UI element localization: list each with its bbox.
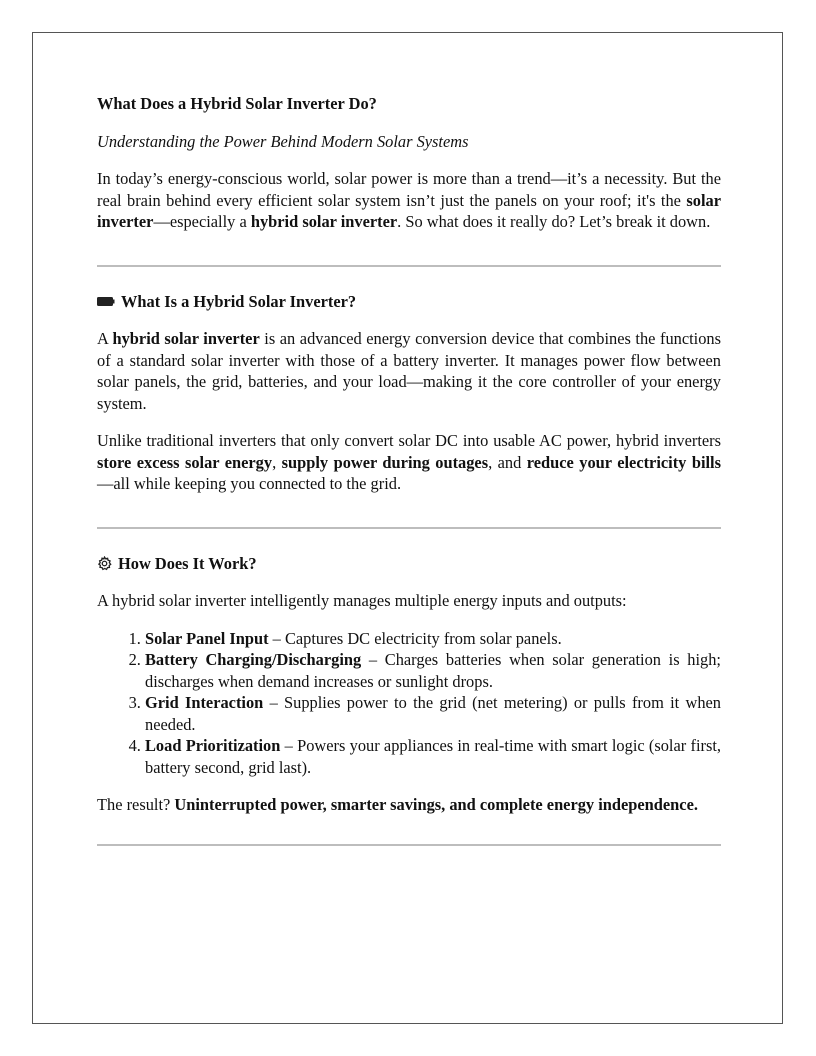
s1p2-text-2: ,: [272, 452, 282, 472]
battery-icon: [97, 297, 115, 306]
section1-heading: [97, 291, 721, 313]
intro-bold-2: hybrid solar inverter: [250, 212, 398, 231]
intro-text-3: . So what does it really do? Let’s break it down.: [397, 212, 711, 231]
section-divider-3: [97, 844, 721, 846]
s1p1-bold-1: hybrid solar inverter: [112, 329, 260, 348]
section2-intro: A hybrid solar inverter intelligently manages multiple energy inputs and outputs:: [97, 591, 627, 610]
section2-heading-text: How Does It Work?: [118, 553, 257, 573]
list-item-text: – Powers your appliances in real-time with smart logic (solar first, battery second, grid last).: [145, 736, 721, 777]
s1p2-text-1: Unlike traditional inverters that only convert solar DC into usable AC power, hybrid inverters: [97, 431, 721, 450]
document-content: [97, 93, 721, 870]
document-page: [32, 32, 783, 1024]
list-item: [145, 649, 721, 692]
s1p1-text-2: is an advanced energy conversion device that combines the functions of a standard solar inverter with those of a battery inverter. It manages power flow between solar panels, the grid, batteries, and your load—making it the core controller of your energy system.: [97, 329, 721, 413]
list-item: [145, 692, 721, 735]
list-item: [145, 735, 721, 778]
list-item-bold: Solar Panel Input: [145, 628, 269, 648]
section1-paragraph-2: [97, 430, 721, 495]
section2-heading: [97, 553, 721, 575]
how-it-works-list: [97, 628, 721, 779]
gear-icon: [97, 556, 112, 571]
list-item-bold: Grid Interaction: [145, 693, 264, 712]
document-title: What Does a Hybrid Solar Inverter Do?: [97, 94, 377, 113]
section-divider-2: [97, 527, 721, 529]
result-paragraph: [97, 794, 721, 816]
s1p1-text-1: A: [97, 329, 113, 348]
result-prefix: The result?: [97, 795, 175, 814]
s1p2-bold-1: store excess solar energy: [97, 452, 273, 472]
s1p2-bold-2: supply power during outages: [281, 452, 489, 472]
intro-text-2: —especially a: [153, 212, 251, 231]
list-item-text: – Charges batteries when solar generation is high; discharges when demand increases or sunlight drops.: [145, 650, 721, 691]
s1p2-bold-3: reduce your electricity bills: [526, 452, 721, 472]
list-item: [145, 628, 721, 650]
intro-paragraph: [97, 168, 721, 233]
s1p2-text-4: —all while keeping you connected to the grid.: [97, 474, 402, 493]
section1-heading-text: What Is a Hybrid Solar Inverter?: [121, 291, 357, 311]
document-subtitle: Understanding the Power Behind Modern Solar Systems: [97, 131, 469, 151]
section-divider-1: [97, 265, 721, 267]
list-item-bold: Load Prioritization: [145, 736, 281, 755]
result-bold: Uninterrupted power, smarter savings, and complete energy independence.: [174, 795, 698, 814]
list-item-text: – Captures DC electricity from solar panels.: [268, 628, 562, 648]
list-item-bold: Battery Charging/Discharging: [145, 650, 362, 669]
intro-bold-1: solar inverter: [97, 190, 721, 231]
section1-paragraph-1: [97, 328, 721, 414]
list-item-text: – Supplies power to the grid (net metering) or pulls from it when needed.: [145, 693, 721, 734]
intro-text-1: In today’s energy-conscious world, solar power is more than a trend—it’s a necessity. But the real brain behind every efficient solar system isn’t just the panels on your roof; it's the: [97, 169, 721, 210]
s1p2-text-3: , and: [488, 452, 527, 472]
